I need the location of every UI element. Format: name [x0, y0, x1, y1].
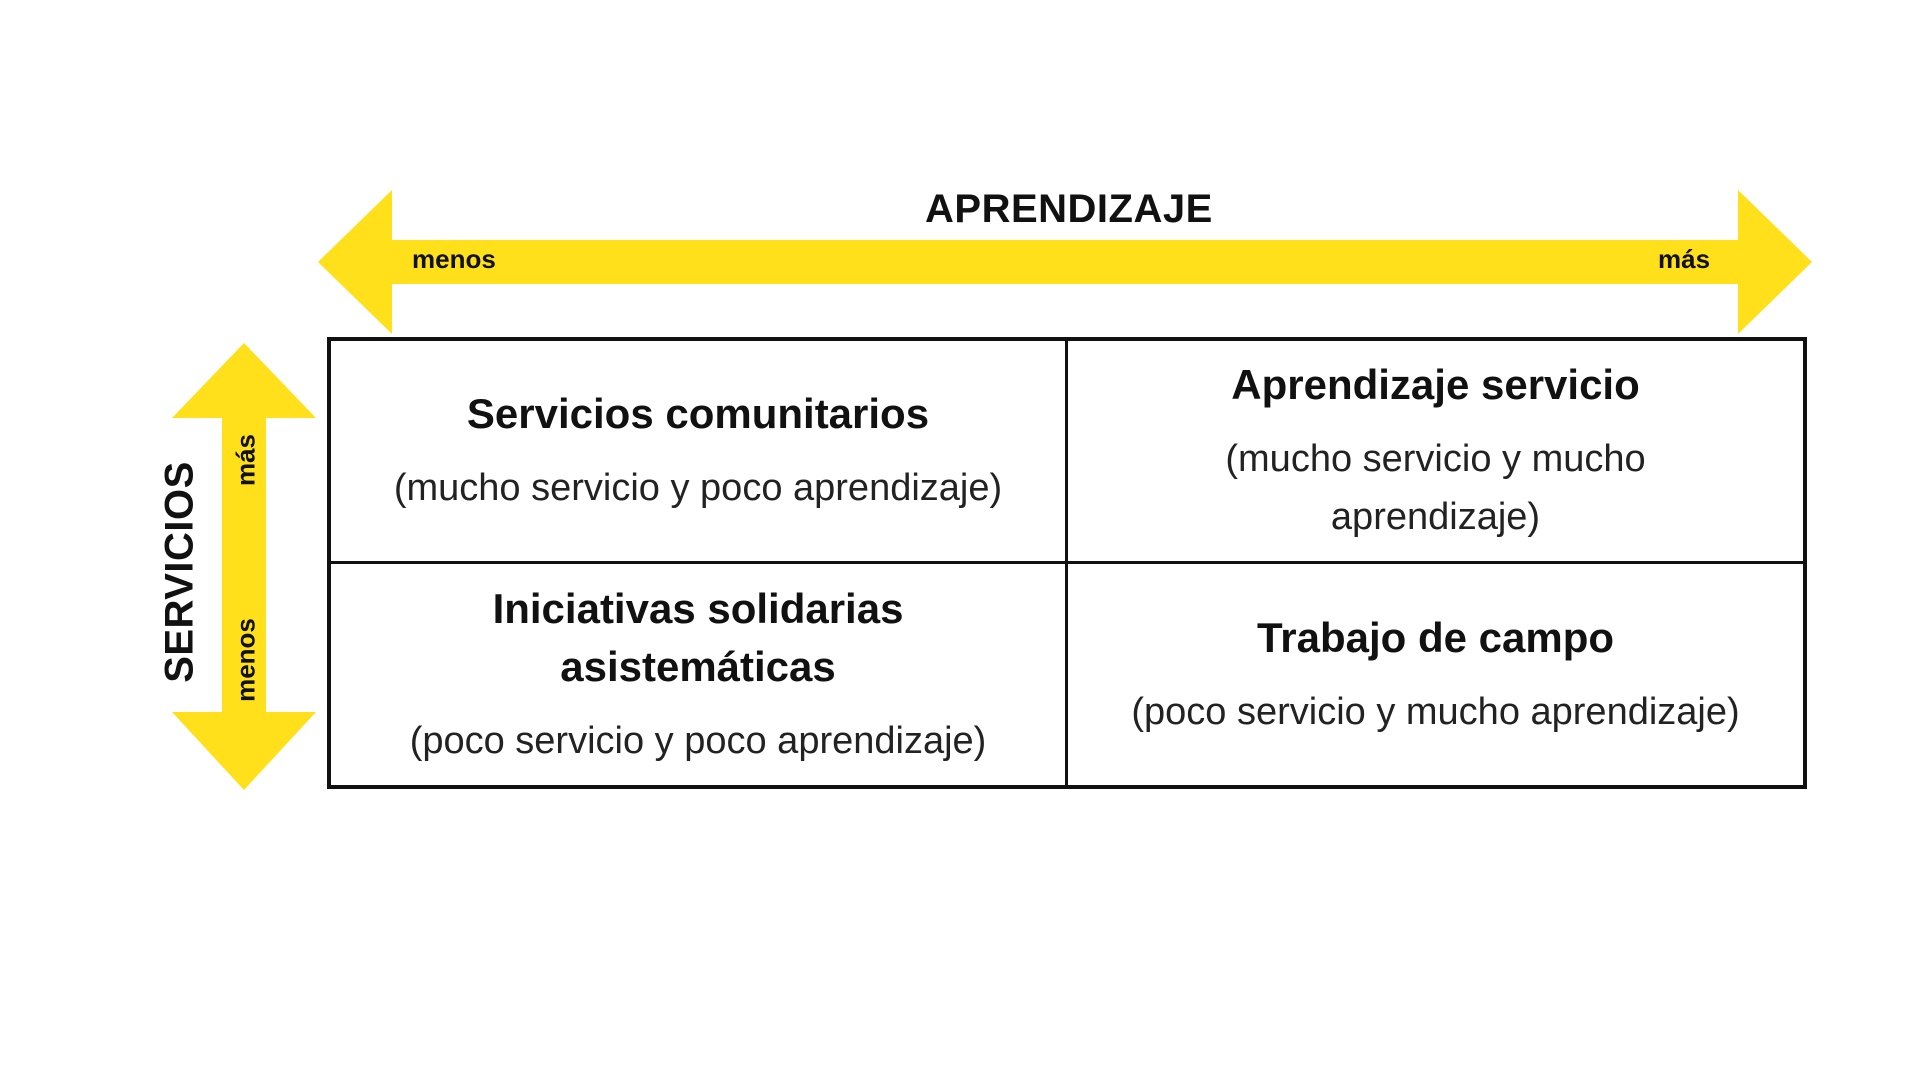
- x-axis-max-label: más: [1658, 244, 1711, 274]
- quadrant-title: Iniciativas solidarias asistemáticas: [492, 584, 904, 690]
- quadrant-description: (poco servicio y mucho aprendizaje): [1131, 690, 1740, 733]
- x-axis-min-label: menos: [412, 244, 496, 274]
- y-axis-max-label: más: [230, 433, 261, 487]
- quadrant-top-right: [1067, 341, 1803, 563]
- quadrant-bottom-right: [1067, 563, 1803, 785]
- quadrant-title: Aprendizaje servicio: [1231, 361, 1640, 408]
- quadrant-grid: [327, 337, 1807, 789]
- y-axis-title: SERVICIOS: [157, 461, 202, 683]
- quadrant-title: Servicios comunitarios: [466, 390, 930, 437]
- quadrant-bottom-left: [331, 563, 1067, 785]
- quadrant-description: (mucho servicio y mucho aprendizaje): [1225, 438, 1646, 538]
- quadrant-description: (mucho servicio y poco aprendizaje): [393, 467, 1003, 509]
- x-axis-title: APRENDIZAJE: [925, 187, 1213, 231]
- y-axis-min-label: menos: [230, 618, 261, 702]
- quadrant-description: (poco servicio y poco aprendizaje): [409, 719, 987, 762]
- quadrant-top-left: [331, 341, 1067, 563]
- quadrant-title: Trabajo de campo: [1256, 613, 1615, 661]
